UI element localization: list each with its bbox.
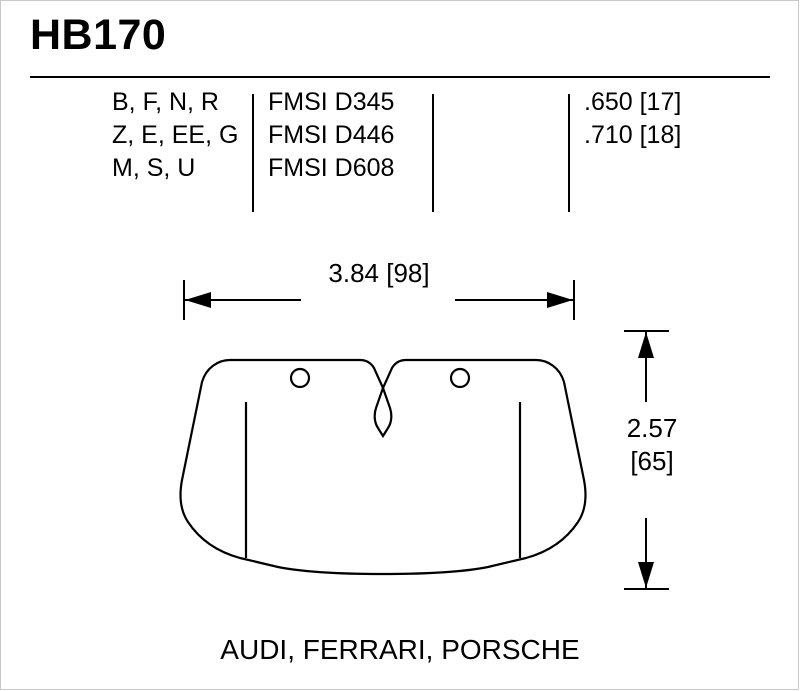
arrow-down-icon: [638, 562, 654, 588]
pad-backing-plate-outline: [180, 360, 585, 574]
width-dimension-label: 3.84 [98]: [328, 258, 430, 288]
compound-row: Z, E, EE, G: [112, 121, 239, 149]
title-divider: [30, 76, 770, 78]
spec-table: [0, 86, 800, 226]
fmsi-column: [268, 86, 428, 185]
fmsi-row: FMSI D608: [268, 154, 395, 182]
width-dimension: [183, 258, 575, 318]
height-dimension-inches: 2.57: [626, 413, 678, 443]
pad-center-notch: [375, 388, 392, 436]
arrow-left-icon: [185, 292, 211, 308]
compound-codes-column: [112, 86, 252, 185]
thickness-row: .650 [17]: [584, 88, 682, 116]
vehicle-applications-label: AUDI, FERRARI, PORSCHE: [220, 634, 580, 665]
height-dimension: [600, 330, 695, 590]
table-divider-1: [252, 94, 254, 212]
pad-mounting-hole-right: [451, 369, 469, 387]
compound-row: M, S, U: [112, 154, 196, 182]
arrow-right-icon: [547, 292, 573, 308]
arrow-up-icon: [638, 332, 654, 358]
thickness-column: [584, 86, 774, 152]
brake-pad-outline-drawing: [178, 330, 588, 590]
height-dimension-mm: [65]: [630, 445, 674, 476]
height-arrow-svg: [600, 330, 695, 590]
pad-mounting-hole-left: [291, 369, 309, 387]
brake-pad-svg: [178, 330, 588, 590]
table-divider-3: [568, 94, 570, 212]
width-arrow-svg: [183, 258, 575, 318]
fmsi-row: FMSI D345: [268, 88, 395, 116]
compound-row: B, F, N, R: [112, 88, 219, 116]
fmsi-row: FMSI D446: [268, 121, 395, 149]
table-divider-2: [432, 94, 434, 212]
page-title: HB170: [30, 11, 167, 59]
thickness-row: .710 [18]: [584, 121, 682, 149]
